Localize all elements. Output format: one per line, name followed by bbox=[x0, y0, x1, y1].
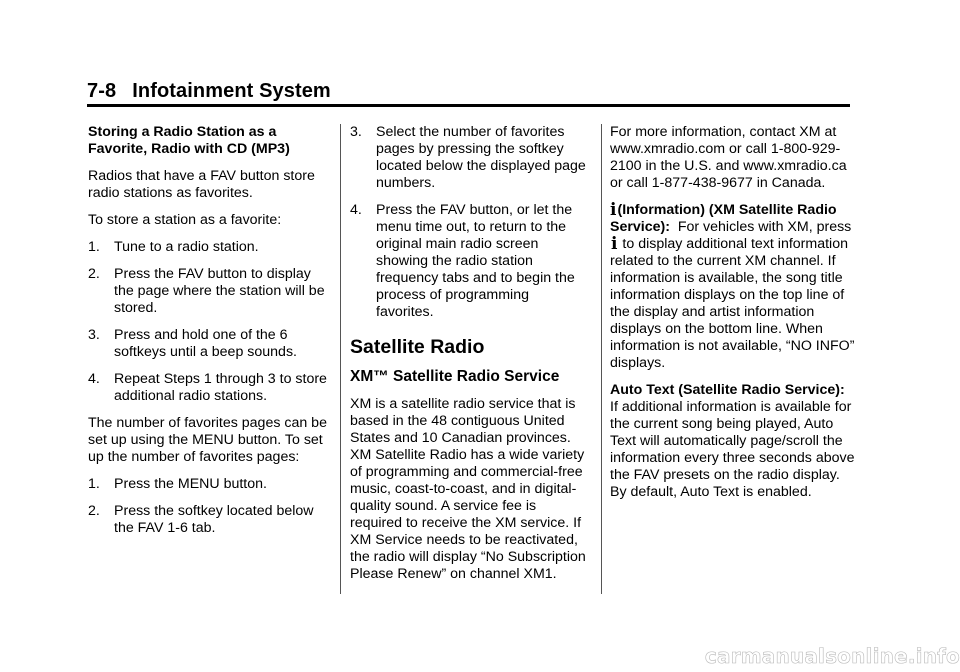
column-2 bbox=[350, 124, 590, 593]
step-item: 3. Press and hold one of the 6 softkeys until a beep sounds. bbox=[88, 327, 297, 360]
info-label: (Information) (XM Satellite Radio Service): bbox=[610, 202, 837, 235]
column-3 bbox=[610, 124, 856, 511]
page-number: 7-8 bbox=[87, 80, 117, 102]
info-text-b: to display additional text information related to the current XM channel. If information is available, the song title information displays on the top line of the display and artist information displays on the bottom line. When information is not available, “NO INFO” displays. bbox=[610, 236, 855, 371]
step-item: 2. Press the FAV button to display the page where the station will be stored. bbox=[88, 266, 325, 316]
info-paragraph bbox=[610, 202, 856, 372]
auto-text-paragraph bbox=[610, 382, 856, 501]
auto-text-label: Auto Text (Satellite Radio Service): bbox=[610, 382, 845, 398]
column-1 bbox=[88, 124, 330, 547]
step-item: 4. Press the FAV button, or let the menu time out, to return to the original main radio screen showing the radio station frequency tabs and to begin the process of programming favorites. bbox=[350, 202, 575, 320]
column-divider-1 bbox=[340, 124, 341, 594]
section-title: Satellite Radio bbox=[350, 336, 485, 358]
xm-description: XM is a satellite radio service that is based in the 48 contiguous United States and 10 Canadian provinces. XM Satellite Radio has a wide variety of programming and commercial-free music, coast-to-coast, and in digital-quality sound. A service fee is required to receive the XM service. If XM Service needs to be reactivated, the radio will display “No Subscription Please Renew” on channel XM1. bbox=[350, 396, 586, 582]
col1-paragraph-3: The number of favorites pages can be set up using the MENU button. To set up the number of favorites pages: bbox=[88, 415, 327, 465]
step-item: 4. Repeat Steps 1 through 3 to store additional radio stations. bbox=[88, 371, 327, 404]
step-item: 1. Tune to a radio station. bbox=[88, 239, 259, 255]
step-item: 2. Press the softkey located below the FAV 1-6 tab. bbox=[88, 503, 314, 536]
col1-paragraph-2: To store a station as a favorite: bbox=[88, 212, 282, 228]
header-rule bbox=[87, 104, 850, 107]
storing-station-heading: Storing a Radio Station as a Favorite, Radio with CD (MP3) bbox=[88, 124, 290, 157]
col1-paragraph-1: Radios that have a FAV button store radio stations as favorites. bbox=[88, 168, 315, 201]
watermark: carmanualsonline.info bbox=[704, 644, 960, 668]
info-icon: i bbox=[610, 200, 617, 220]
step-item: 3. Select the number of favorites pages by pressing the softkey located below the displayed page numbers. bbox=[350, 124, 586, 191]
page-header bbox=[87, 80, 331, 103]
info-icon: i bbox=[611, 234, 618, 254]
step-item: 1. Press the MENU button. bbox=[88, 476, 267, 492]
auto-text-body: If additional information is available for the current song being played, Auto Text will automatically page/scroll the information every three seconds above the FAV presets on the radio display. By default, Auto Text is enabled. bbox=[610, 399, 855, 500]
subsection-title: XM™ Satellite Radio Service bbox=[350, 368, 560, 385]
column-divider-2 bbox=[601, 124, 602, 594]
contact-info: For more information, contact XM at www.xmradio.com or call 1-800-929-2100 in the U.S. and www.xmradio.ca or call 1-877-438-9677 in Canada. bbox=[610, 124, 847, 191]
info-text-a: For vehicles with XM, press bbox=[677, 219, 852, 235]
chapter-title: Infotainment System bbox=[132, 80, 331, 102]
